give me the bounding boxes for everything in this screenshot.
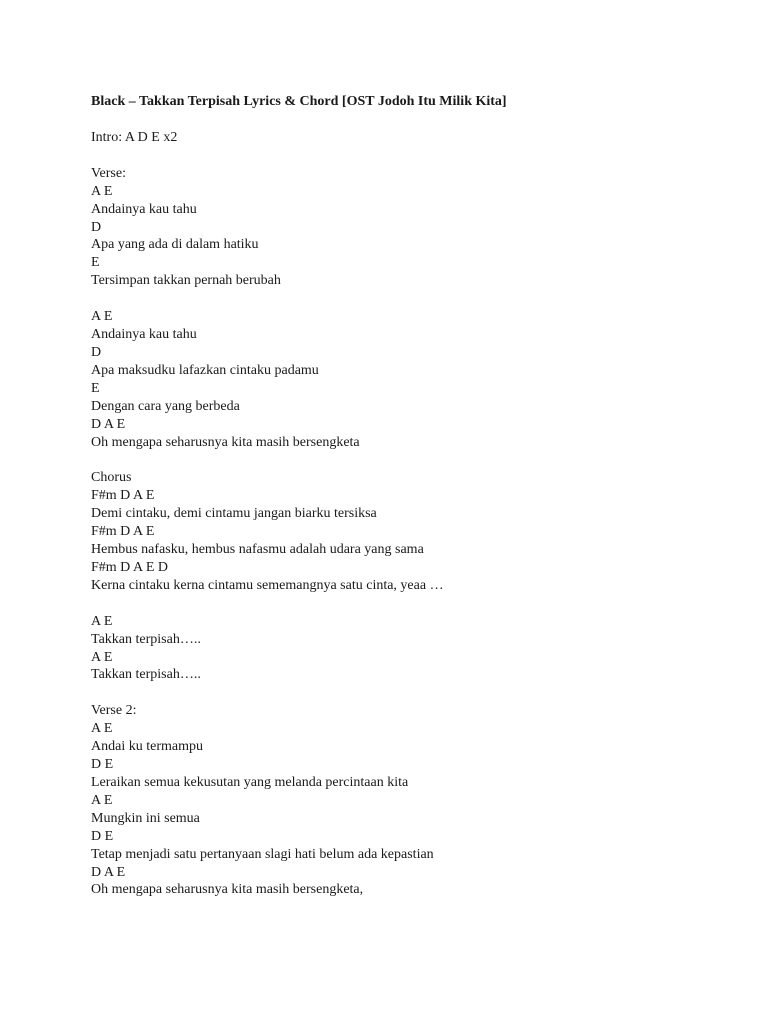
lyric-line: Apa yang ada di dalam hatiku <box>91 237 259 253</box>
lyric-line: Tersimpan takkan pernah berubah <box>91 273 281 289</box>
lyric-line: Mungkin ini semua <box>91 810 200 826</box>
chord-line: A E <box>91 613 113 629</box>
section-heading: Chorus <box>91 470 132 486</box>
chord-line: D <box>91 344 102 360</box>
section-heading: Verse 2: <box>91 703 137 719</box>
verse-1-section <box>91 165 731 290</box>
intro-line: Intro: A D E x2 <box>91 129 178 145</box>
refrain-section <box>91 613 731 685</box>
lyric-line: Kerna cintaku kerna cintamu sememangnya satu cinta, yeaa … <box>91 577 444 593</box>
lyric-line: Tetap menjadi satu pertanyaan slagi hati belum ada kepastian <box>91 846 434 862</box>
lyric-line: Demi cintaku, demi cintamu jangan biarku tersiksa <box>91 506 377 522</box>
lyric-line: Hembus nafasku, hembus nafasmu adalah udara yang sama <box>91 542 424 558</box>
chord-line: E <box>91 255 100 271</box>
chord-line: E <box>91 380 100 396</box>
chord-line: D A E <box>91 864 126 880</box>
lyric-line: Verse: <box>91 165 126 181</box>
lyric-line: Leraikan semua kekusutan yang melanda percintaan kita <box>91 775 409 790</box>
chord-line: A E <box>91 721 113 737</box>
verse-2-section <box>91 702 731 899</box>
chord-line: A E <box>91 183 113 199</box>
chord-line: D E <box>91 828 114 844</box>
chord-line: A E <box>91 309 113 325</box>
document-content <box>91 93 731 917</box>
lyric-line: Apa maksudku lafazkan cintaku padamu <box>91 362 319 378</box>
lyric-line: Andainya kau tahu <box>91 327 197 343</box>
chord-line: F#m D A E <box>91 488 155 504</box>
chorus-section <box>91 469 731 594</box>
lyric-line: Andai ku termampu <box>91 739 203 755</box>
chord-line: A E <box>91 792 113 808</box>
lyric-line: Oh mengapa seharusnya kita masih bersengketa, <box>91 882 364 898</box>
document-title: Black – Takkan Terpisah Lyrics & Chord [OST Jodoh Itu Milik Kita] <box>91 94 507 109</box>
chord-line: D E <box>91 757 114 773</box>
chord-line: A E <box>91 649 113 665</box>
lyric-line: Andainya kau tahu <box>91 201 197 217</box>
verse-1b-section <box>91 308 731 451</box>
chord-line: D <box>91 219 102 235</box>
chord-line: D A E <box>91 416 126 432</box>
chord-line: F#m D A E D <box>91 559 169 575</box>
chord-line: F#m D A E <box>91 524 155 540</box>
lyric-line: Dengan cara yang berbeda <box>91 398 240 414</box>
lyric-line: Takkan terpisah….. <box>91 631 201 647</box>
lyric-line: Oh mengapa seharusnya kita masih bersengketa <box>91 434 360 450</box>
lyric-line: Takkan terpisah….. <box>91 667 201 683</box>
